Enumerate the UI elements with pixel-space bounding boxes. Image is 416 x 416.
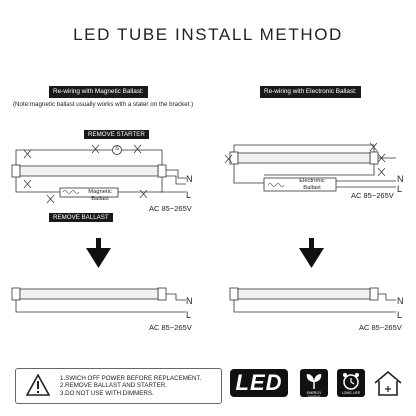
warning-list — [60, 375, 201, 397]
magnetic-after-diagram — [12, 288, 186, 312]
starter-symbol: S — [115, 146, 119, 152]
remove-ballast-label: REMOVE BALLAST — [49, 213, 113, 222]
led-badge: LED — [230, 369, 288, 397]
magnetic-before-n: N — [186, 174, 193, 184]
page-title: LED TUBE INSTALL METHOD — [73, 25, 343, 44]
remove-starter-label: REMOVE STARTER — [84, 130, 149, 139]
electronic-ballast-label: Electronic Ballast — [299, 178, 325, 191]
electronic-after-l: L — [397, 310, 403, 320]
magnetic-before-voltage: AC 85~265V — [149, 204, 192, 213]
magnetic-down-arrow — [86, 238, 111, 268]
magnetic-ballast-header: Re-wiring with Magnetic Ballast: — [49, 86, 148, 98]
warning-panel — [15, 368, 222, 404]
electronic-after-voltage: AC 85~265V — [359, 323, 402, 332]
electronic-after-n: N — [397, 296, 404, 306]
warning-item: 3.DO NOT USE WITH DIMMERS. — [60, 389, 154, 397]
electronic-after-diagram — [230, 288, 396, 312]
magnetic-note: (Note:magnetic ballast usually works with a stater on the bracket.) — [13, 101, 194, 108]
electronic-before-l: L — [397, 184, 403, 194]
magnetic-after-n: N — [186, 296, 193, 306]
electronic-down-arrow — [299, 238, 324, 268]
magnetic-after-voltage: AC 85~265V — [149, 323, 192, 332]
electronic-before-voltage: AC 85~265V — [351, 191, 394, 200]
magnetic-before-l: L — [186, 190, 192, 200]
warning-item: 1.SWICH OFF POWER BEFORE REPLACEMENT. — [60, 375, 202, 382]
electronic-ballast-header: Re-wiring with Electronic Ballast: — [260, 86, 361, 98]
warning-triangle-icon — [26, 374, 50, 396]
house-icon — [372, 369, 404, 397]
long-life-caption: LONG LIFE — [341, 391, 361, 395]
magnetic-after-l: L — [186, 310, 192, 320]
warning-item: 2.REMOVE BALLAST AND STARTER. — [60, 382, 167, 390]
magnetic-ballast-label: Magnetic Ballast — [88, 189, 112, 202]
energy-saving-caption: ENERGY SAVING — [306, 391, 322, 399]
electronic-before-n: N — [397, 174, 404, 184]
